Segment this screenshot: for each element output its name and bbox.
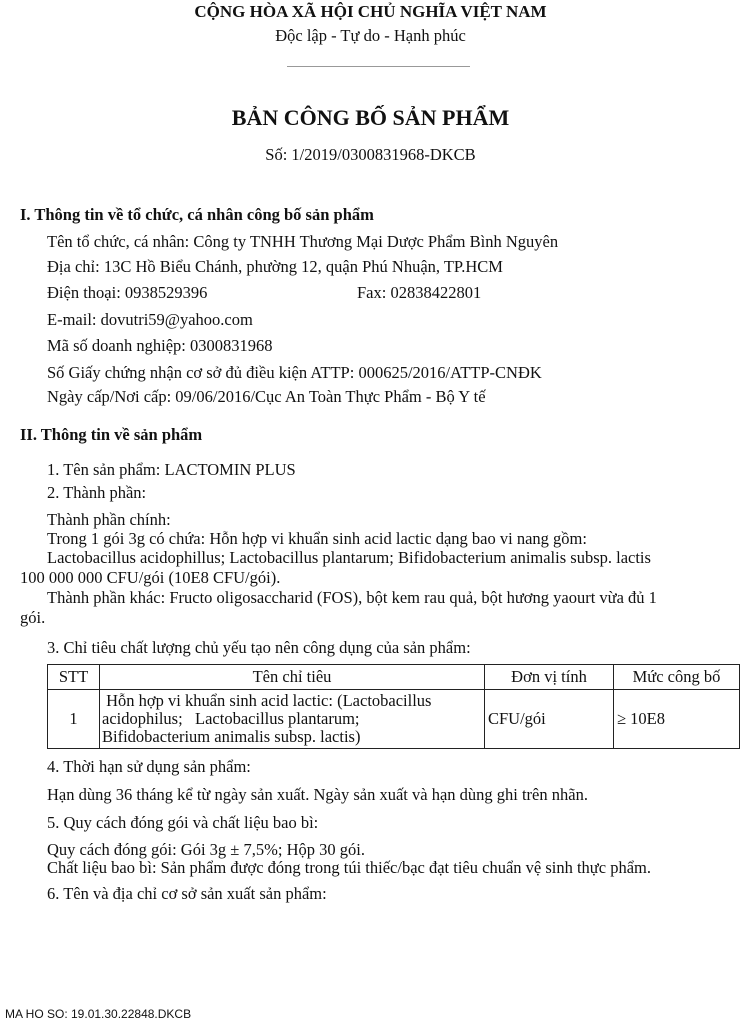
shelf-heading: 4. Thời hạn sử dụng sản phẩm:	[47, 757, 251, 776]
section1-heading: I. Thông tin về tổ chức, cá nhân công bố sản phẩm	[20, 205, 374, 224]
table-row	[48, 690, 740, 749]
main-ingredients: Thành phần chính:	[47, 510, 171, 529]
pack-line-1: Quy cách đóng gói: Gói 3g ± 7,5%; Hộp 30 gói.	[47, 840, 365, 859]
nation-header: CỘNG HÒA XÃ HỘI CHỦ NGHĨA VIỆT NAM	[194, 2, 547, 21]
quality-table	[47, 664, 740, 749]
cell-name-line: Bifidobacterium animalis subsp. lactis)	[102, 727, 361, 746]
col-stt: STT	[48, 665, 100, 690]
cell-value: ≥ 10E8	[614, 690, 740, 749]
table-header-row	[48, 665, 740, 690]
cell-name-line: Hỗn hợp vi khuẩn sinh acid lactic: (Lactobacillus	[102, 691, 432, 710]
section2-heading: II. Thông tin về sản phẩm	[20, 425, 203, 444]
cell-stt: 1	[48, 690, 100, 749]
tax-code: Mã số doanh nghiệp: 0300831968	[47, 336, 273, 355]
file-code-footer: MA HO SO: 19.01.30.22848.DKCB	[5, 1007, 192, 1021]
col-value: Mức công bố	[614, 665, 740, 690]
shelf-text: Hạn dùng 36 tháng kể từ ngày sản xuất. Ngày sản xuất và hạn dùng ghi trên nhãn.	[47, 785, 588, 804]
pack-line-2: Chất liệu bao bì: Sản phẩm được đóng trong túi thiếc/bạc đạt tiêu chuẩn vệ sinh thực phẩm.	[47, 858, 651, 877]
col-unit: Đơn vị tính	[485, 665, 614, 690]
main-line-1: Trong 1 gói 3g có chứa: Hỗn hợp vi khuẩn sinh acid lactic dạng bao vi nang gồm:	[47, 529, 587, 548]
cell-name	[100, 690, 485, 749]
cell-name-line: acidophilus; Lactobacillus plantarum;	[102, 709, 360, 728]
org-name: Tên tổ chức, cá nhân: Công ty TNHH Thương Mại Dược Phẩm Bình Nguyên	[47, 232, 559, 251]
ingredients-heading: 2. Thành phần:	[47, 483, 147, 502]
motto: Độc lập - Tự do - Hạnh phúc	[275, 26, 466, 45]
issued: Ngày cấp/Nơi cấp: 09/06/2016/Cục An Toàn Thực Phẩm - Bộ Y tế	[47, 387, 486, 406]
maker-heading: 6. Tên và địa chỉ cơ sở sản xuất sản phẩm:	[47, 884, 327, 903]
email: E-mail: dovutri59@yahoo.com	[47, 310, 253, 329]
fax: Fax: 02838422801	[357, 283, 482, 302]
main-line-2: Lactobacillus acidophillus; Lactobacillus plantarum; Bifidobacterium animalis subsp. lactis	[47, 548, 651, 567]
col-name: Tên chỉ tiêu	[100, 665, 485, 690]
address: Địa chỉ: 13C Hồ Biểu Chánh, phường 12, quận Phú Nhuận, TP.HCM	[47, 257, 503, 276]
main-line-3: 100 000 000 CFU/gói (10E8 CFU/gói).	[20, 568, 281, 587]
certificate: Số Giấy chứng nhận cơ sở đủ điều kiện ATTP: 000625/2016/ATTP-CNĐK	[47, 363, 542, 382]
pack-heading: 5. Quy cách đóng gói và chất liệu bao bì:	[47, 813, 319, 832]
product-name: 1. Tên sản phẩm: LACTOMIN PLUS	[47, 460, 296, 479]
quality-heading: 3. Chỉ tiêu chất lượng chủ yếu tạo nên công dụng của sản phẩm:	[47, 638, 471, 657]
divider	[287, 66, 470, 67]
other-line-1: Thành phần khác: Fructo oligosaccharid (FOS), bột kem rau quả, bột hương yaourt vừa đủ 1	[47, 588, 657, 607]
cell-unit: CFU/gói	[485, 690, 614, 749]
document-number: Số: 1/2019/0300831968-DKCB	[265, 145, 476, 164]
document-title: BẢN CÔNG BỐ SẢN PHẨM	[231, 105, 510, 130]
other-line-2: gói.	[20, 608, 46, 627]
phone: Điện thoại: 0938529396	[47, 283, 208, 302]
